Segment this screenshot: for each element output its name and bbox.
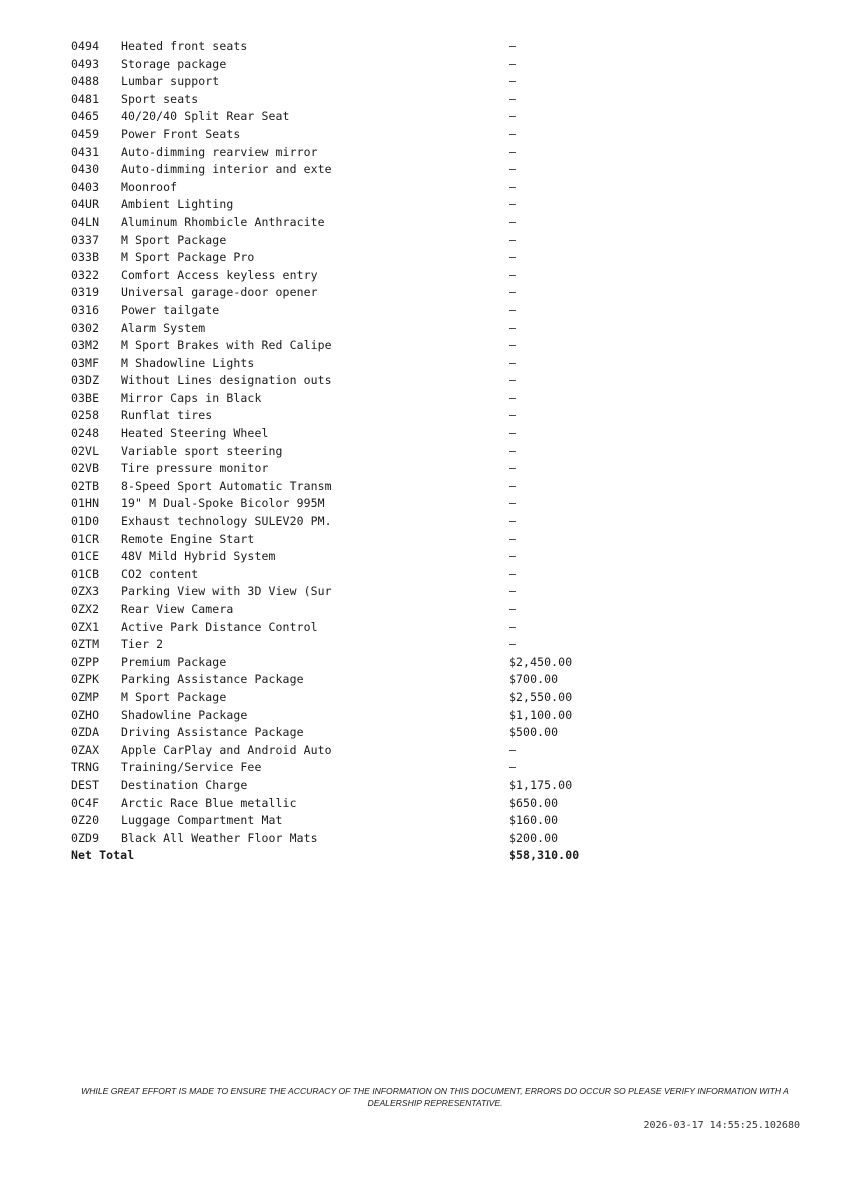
- option-row: [71, 795, 629, 813]
- option-row: [71, 443, 629, 461]
- option-price: —: [509, 742, 517, 757]
- option-description: Power Front Seats: [121, 126, 241, 141]
- option-description: Auto-dimming rearview mirror: [121, 144, 318, 159]
- option-row: [71, 583, 629, 601]
- option-description: Moonroof: [121, 179, 178, 194]
- option-row: [71, 513, 629, 531]
- option-price: —: [509, 56, 517, 71]
- option-description: M Sport Package: [121, 232, 227, 247]
- option-row: [71, 478, 629, 496]
- option-price: —: [509, 91, 517, 106]
- option-price: $500.00: [509, 725, 559, 740]
- option-description: M Shadowline Lights: [121, 355, 255, 370]
- option-row: [71, 320, 629, 338]
- option-row: [71, 601, 629, 619]
- option-code: 0459: [71, 126, 100, 141]
- options-body: [71, 38, 629, 847]
- option-row: [71, 267, 629, 285]
- option-row: [71, 179, 629, 197]
- option-code: 01D0: [71, 514, 100, 529]
- option-description: Without Lines designation outs: [121, 373, 332, 388]
- option-price: —: [509, 602, 517, 616]
- option-row: [71, 355, 629, 373]
- option-code: 0ZTM: [71, 637, 100, 652]
- option-code: 0C4F: [71, 795, 100, 810]
- option-code: 0316: [71, 302, 100, 317]
- option-price: —: [509, 531, 517, 546]
- option-code: 03DZ: [71, 373, 100, 388]
- option-description: Parking Assistance Package: [121, 672, 304, 687]
- option-row: [71, 302, 629, 320]
- option-description: Ambient Lighting: [121, 197, 234, 212]
- option-code: DEST: [71, 777, 100, 792]
- option-description: Comfort Access keyless entry: [121, 267, 318, 282]
- option-description: M Sport Package Pro: [121, 250, 255, 265]
- option-row: [71, 495, 629, 513]
- option-price: —: [509, 408, 517, 423]
- option-price: $200.00: [509, 830, 559, 845]
- option-price: —: [509, 426, 517, 441]
- option-price: —: [509, 144, 517, 159]
- option-description: Black All Weather Floor Mats: [121, 830, 318, 845]
- option-row: [71, 126, 629, 144]
- option-description: 48V Mild Hybrid System: [121, 549, 276, 564]
- option-row: [71, 73, 629, 91]
- print-timestamp: 2026-03-17 14:55:25.102680: [643, 1120, 800, 1131]
- option-description: Shadowline Package: [121, 707, 248, 722]
- option-row: [71, 619, 629, 637]
- option-code: 04LN: [71, 214, 100, 229]
- option-code: 03BE: [71, 390, 100, 405]
- option-description: Arctic Race Blue metallic: [121, 795, 297, 810]
- option-price: —: [509, 461, 517, 476]
- option-price: —: [509, 355, 517, 370]
- option-code: 0ZX2: [71, 602, 100, 616]
- option-row: [71, 214, 629, 232]
- option-row: [71, 91, 629, 109]
- option-description: Rear View Camera: [121, 602, 234, 616]
- disclaimer-text: WHILE GREAT EFFORT IS MADE TO ENSURE THE ACCURACY OF THE INFORMATION ON THIS DOCUMENT, ERRORS DO OCCUR SO PLEASE VERIFY INFORMATION WITH A DEALERSHIP REPRESENTATIVE.: [81, 1086, 789, 1108]
- option-code: 0430: [71, 162, 100, 177]
- option-code: 0481: [71, 91, 100, 106]
- option-code: 01CR: [71, 531, 100, 546]
- option-row: [71, 566, 629, 584]
- option-price: —: [509, 619, 517, 634]
- option-row: [71, 390, 629, 408]
- option-description: Tier 2: [121, 637, 164, 652]
- option-description: Storage package: [121, 56, 227, 71]
- option-description: Alarm System: [121, 320, 206, 335]
- option-row: [71, 777, 629, 795]
- option-code: 0494: [71, 39, 100, 53]
- option-code: 0ZPK: [71, 672, 100, 687]
- option-row: [71, 531, 629, 549]
- option-price: $2,450.00: [509, 654, 573, 669]
- net-total-value: $58,310.00: [509, 848, 580, 863]
- option-price: $650.00: [509, 795, 559, 810]
- option-description: Heated Steering Wheel: [121, 426, 269, 441]
- option-price: —: [509, 338, 517, 353]
- option-row: [71, 337, 629, 355]
- option-price: —: [509, 496, 517, 511]
- option-code: 01HN: [71, 496, 100, 511]
- option-code: 0248: [71, 426, 100, 441]
- option-row: [71, 759, 629, 777]
- option-price: $1,175.00: [509, 777, 573, 792]
- option-code: 033B: [71, 250, 100, 265]
- option-code: 0302: [71, 320, 100, 335]
- option-description: Remote Engine Start: [121, 531, 255, 546]
- option-row: [71, 425, 629, 443]
- option-description: Luggage Compartment Mat: [121, 813, 283, 828]
- option-row: [71, 707, 629, 725]
- option-code: 0319: [71, 285, 100, 300]
- option-price: $1,100.00: [509, 707, 573, 722]
- option-price: —: [509, 373, 517, 388]
- option-price: —: [509, 126, 517, 141]
- option-code: 0403: [71, 179, 100, 194]
- option-code: 0322: [71, 267, 100, 282]
- option-code: 0431: [71, 144, 100, 159]
- option-code: 0ZAX: [71, 742, 100, 757]
- option-code: 0Z20: [71, 813, 100, 828]
- option-description: Exhaust technology SULEV20 PM.: [121, 514, 332, 529]
- option-code: 01CE: [71, 549, 100, 564]
- option-price: —: [509, 285, 517, 300]
- option-code: 03MF: [71, 355, 100, 370]
- option-description: Parking View with 3D View (Sur: [121, 584, 332, 599]
- option-price: —: [509, 250, 517, 265]
- option-row: [71, 108, 629, 126]
- net-total-label: Net Total: [71, 848, 135, 863]
- option-description: Heated front seats: [121, 39, 248, 53]
- option-price: —: [509, 443, 517, 458]
- option-price: —: [509, 109, 517, 124]
- option-price: —: [509, 514, 517, 529]
- option-code: 03M2: [71, 338, 100, 353]
- option-price: —: [509, 197, 517, 212]
- option-code: 04UR: [71, 197, 100, 212]
- net-total-row: [71, 847, 629, 865]
- option-row: [71, 232, 629, 250]
- option-row: [71, 548, 629, 566]
- option-price: —: [509, 760, 517, 775]
- option-code: 02VB: [71, 461, 100, 476]
- option-description: Aluminum Rhombicle Anthracite: [121, 214, 325, 229]
- option-code: 02VL: [71, 443, 100, 458]
- option-price: —: [509, 390, 517, 405]
- option-row: [71, 38, 629, 56]
- option-price: —: [509, 302, 517, 317]
- option-description: 8-Speed Sport Automatic Transm: [121, 478, 332, 493]
- option-row: [71, 56, 629, 74]
- option-description: Mirror Caps in Black: [121, 390, 262, 405]
- option-row: [71, 742, 629, 760]
- option-row: [71, 249, 629, 267]
- option-description: Sport seats: [121, 91, 199, 106]
- option-row: [71, 196, 629, 214]
- option-price: $2,550.00: [509, 689, 573, 704]
- option-price: —: [509, 320, 517, 335]
- option-code: 0ZMP: [71, 689, 100, 704]
- option-code: 0ZDA: [71, 725, 100, 740]
- option-price: —: [509, 74, 517, 89]
- option-price: $700.00: [509, 672, 559, 687]
- option-row: [71, 671, 629, 689]
- option-code: 0493: [71, 56, 100, 71]
- option-price: —: [509, 584, 517, 599]
- option-price: —: [509, 637, 517, 652]
- option-row: [71, 372, 629, 390]
- option-row: [71, 284, 629, 302]
- option-row: [71, 161, 629, 179]
- option-description: Lumbar support: [121, 74, 220, 89]
- option-description: CO2 content: [121, 566, 199, 581]
- option-code: 0258: [71, 408, 100, 423]
- option-price: —: [509, 566, 517, 581]
- option-row: [71, 407, 629, 425]
- option-row: [71, 144, 629, 162]
- option-code: 0337: [71, 232, 100, 247]
- option-price: —: [509, 267, 517, 282]
- option-code: 0ZX1: [71, 619, 100, 634]
- option-price: —: [509, 478, 517, 493]
- option-description: Power tailgate: [121, 302, 220, 317]
- option-code: 0488: [71, 74, 100, 89]
- option-price: $160.00: [509, 813, 559, 828]
- option-code: 0ZPP: [71, 654, 100, 669]
- option-description: Universal garage-door opener: [121, 285, 318, 300]
- option-description: Training/Service Fee: [121, 760, 262, 775]
- option-code: 0ZHO: [71, 707, 100, 722]
- option-row: [71, 724, 629, 742]
- option-description: M Sport Brakes with Red Calipe: [121, 338, 332, 353]
- option-code: 0465: [71, 109, 100, 124]
- option-code: 0ZX3: [71, 584, 100, 599]
- option-code: 0ZD9: [71, 830, 100, 845]
- option-price: —: [509, 179, 517, 194]
- option-price: —: [509, 162, 517, 177]
- options-table: [71, 38, 629, 865]
- option-row: [71, 830, 629, 848]
- option-description: Apple CarPlay and Android Auto: [121, 742, 332, 757]
- option-description: Active Park Distance Control: [121, 619, 318, 634]
- option-row: [71, 460, 629, 478]
- option-description: 19" M Dual-Spoke Bicolor 995M: [121, 496, 325, 511]
- option-row: [71, 812, 629, 830]
- option-row: [71, 689, 629, 707]
- option-row: [71, 636, 629, 654]
- option-description: Premium Package: [121, 654, 227, 669]
- option-price: —: [509, 549, 517, 564]
- option-price: —: [509, 232, 517, 247]
- option-description: Tire pressure monitor: [121, 461, 269, 476]
- option-row: [71, 654, 629, 672]
- option-code: 01CB: [71, 566, 100, 581]
- option-description: Variable sport steering: [121, 443, 283, 458]
- option-description: M Sport Package: [121, 689, 227, 704]
- option-code: 02TB: [71, 478, 100, 493]
- option-description: Driving Assistance Package: [121, 725, 304, 740]
- option-description: Destination Charge: [121, 777, 248, 792]
- option-price: —: [509, 39, 517, 53]
- option-description: Auto-dimming interior and exte: [121, 162, 332, 177]
- option-code: TRNG: [71, 760, 100, 775]
- option-price: —: [509, 214, 517, 229]
- option-description: 40/20/40 Split Rear Seat: [121, 109, 290, 124]
- option-description: Runflat tires: [121, 408, 213, 423]
